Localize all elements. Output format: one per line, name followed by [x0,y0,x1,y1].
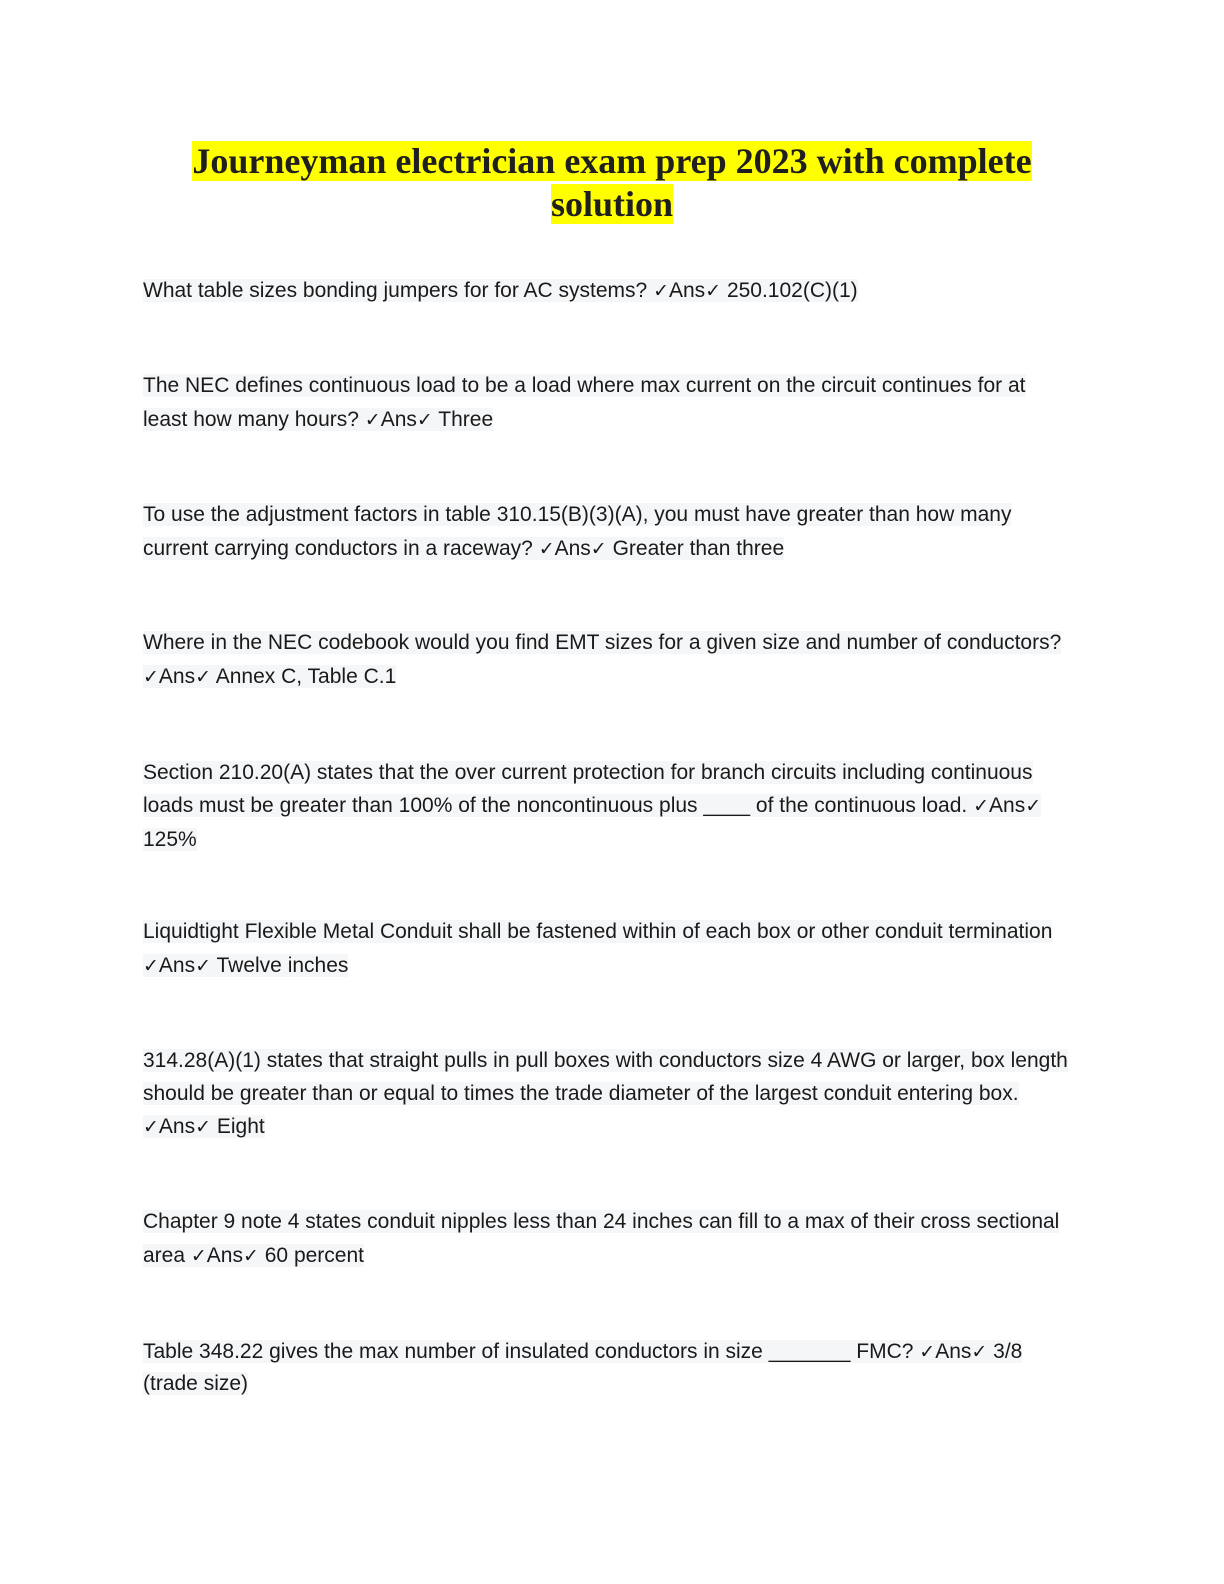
ans-label: Ans [158,954,196,977]
qa-item-3 [143,498,1073,566]
question-text: Liquidtight Flexible Metal Conduit shall be fastened within of each box or other conduit termination [143,920,1053,943]
question-text: Where in the NEC codebook would you find EMT sizes for a given size and number of conductors? [143,631,1062,654]
check-icon: ✓ [705,280,722,302]
qa-item-9 [143,1336,1073,1400]
question-text: What table sizes bonding jumpers for for AC systems? [143,279,654,302]
question-text: Chapter 9 note 4 states conduit nipples less than 24 inches can fill to a max of their cross sectional area [143,1210,1060,1267]
check-icon: ✓ [971,1341,988,1363]
check-icon: ✓ [364,409,381,431]
check-icon: ✓ [143,955,159,977]
check-icon: ✓ [143,666,159,688]
ans-label: Ans [668,279,706,302]
check-icon: ✓ [1025,795,1042,817]
check-icon: ✓ [242,1245,259,1267]
check-icon: ✓ [590,538,607,560]
question-text: 314.28(A)(1) states that straight pulls in pull boxes with conductors size 4 AWG or larger, box length should be greater than or equal to times the trade diameter of the largest conduit entering box. [143,1049,1068,1105]
qa-item-7 [143,1044,1073,1144]
qa-item-2 [143,369,1073,437]
check-icon: ✓ [919,1341,936,1363]
question-text: Section 210.20(A) states that the over current protection for branch circuits including continuous loads must be greater than 100% of the noncontinuous plus ____ of the continuous load. [143,761,1033,817]
ans-label: Ans [158,665,196,688]
answer-text: 3/8 (trade size) [143,1340,1023,1395]
qa-item-5 [143,756,1073,856]
answer-text: 125% [143,828,197,851]
answer-text: 60 percent [264,1244,364,1267]
question-text: To use the adjustment factors in table 310.15(B)(3)(A), you must have greater than how many current carrying conductors in a raceway? [143,503,1012,560]
answer-text: 250.102(C)(1) [726,279,858,302]
ans-label: Ans [554,537,591,560]
ans-label: Ans [206,1244,243,1267]
ans-label: Ans [989,794,1026,817]
ans-label: Ans [380,408,417,431]
check-icon: ✓ [416,409,433,431]
question-text: The NEC defines continuous load to be a load where max current on the circuit continues for at least how many hours? [143,374,1026,431]
qa-item-6 [143,915,1073,983]
check-icon: ✓ [190,1245,207,1267]
answer-text: Annex C, Table C.1 [215,665,397,688]
document-title [140,140,1084,226]
answer-text: Twelve inches [216,954,349,977]
qa-item-4 [143,626,1073,694]
check-icon: ✓ [195,1116,212,1138]
check-icon: ✓ [538,538,555,560]
title-highlight: Journeyman electrician exam prep 2023 with complete solution [192,141,1032,224]
check-icon: ✓ [195,955,212,977]
qa-item-1 [143,274,1073,308]
check-icon: ✓ [195,666,212,688]
ans-label: Ans [935,1340,972,1363]
question-text: Table 348.22 gives the max number of insulated conductors in size _______ FMC? [143,1340,920,1363]
ans-label: Ans [158,1115,196,1138]
answer-text: Eight [216,1115,265,1138]
answer-text: Three [438,408,494,431]
check-icon: ✓ [653,280,669,302]
answer-text: Greater than three [612,537,785,560]
qa-item-8 [143,1205,1073,1273]
check-icon: ✓ [973,795,990,817]
check-icon: ✓ [143,1116,159,1138]
